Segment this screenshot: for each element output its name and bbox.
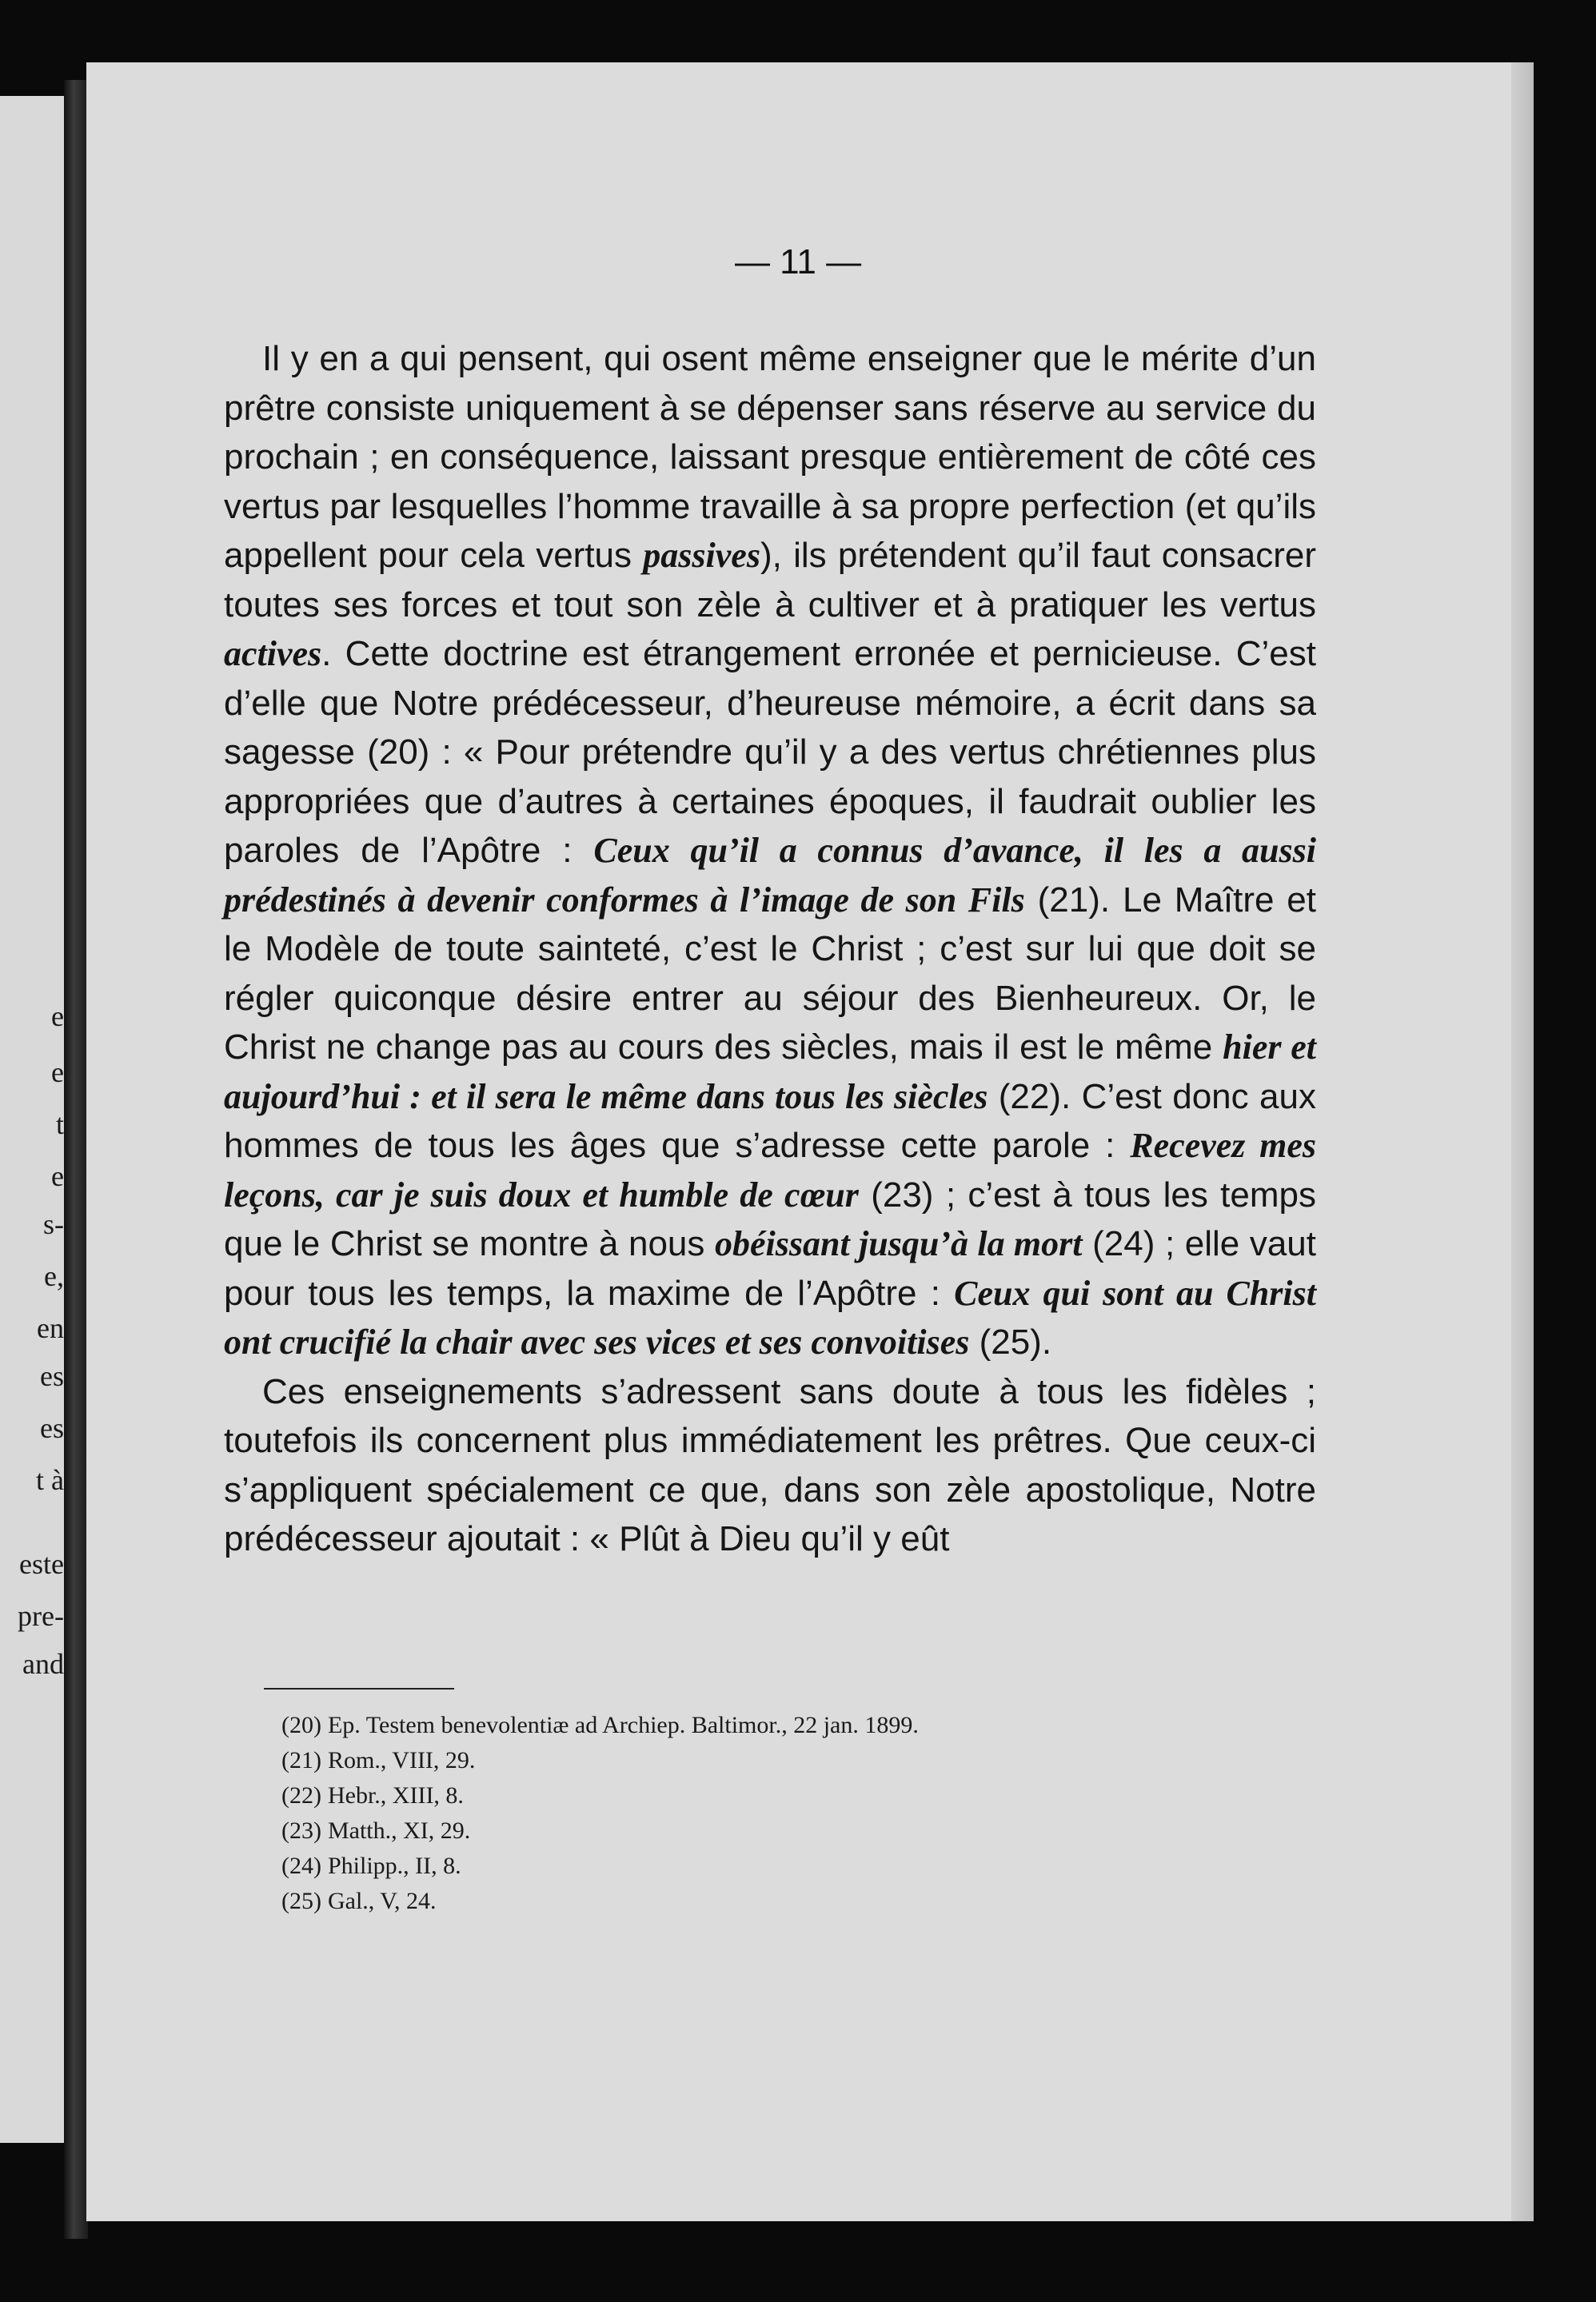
footnote: [281, 1743, 1321, 1778]
text-run: (25).: [969, 1323, 1052, 1362]
italic-quote: Recevez mes leçons, car je suis doux et humble de cœur: [224, 1126, 1316, 1215]
italic-quote: Ceux qui sont au Christ ont crucifié la chair avec ses vices et ses convoitises: [224, 1273, 1316, 1362]
facing-page-fragment: t à: [36, 1464, 64, 1496]
facing-page-fragment: en: [37, 1312, 64, 1344]
footnote: [281, 1708, 1321, 1743]
facing-page-fragment: t: [55, 1108, 64, 1140]
text-run: ), ils prétendent qu’il faut consacrer toutes ses forces et tout son zèle à cultiver et à pratiquer les vertus: [224, 536, 1316, 624]
page-number: — 11 —: [734, 242, 862, 281]
footnote-number: (21): [281, 1747, 321, 1773]
footnote-number: (20): [281, 1712, 321, 1738]
text-run: (24) ; elle vaut pour tous les temps, la maxime de l’Apôtre :: [224, 1224, 1316, 1313]
text-run: (22). C’est donc aux hommes de tous les âges que s’adresse cette parole :: [224, 1076, 1316, 1165]
text-run: (21). Le Maître et le Modèle de toute sainteté, c’est le Christ ; c’est sur lui que doit se régler quiconque désire entrer au séjour des Bienheureux. Or, le Christ ne change pas au cours des siècles, mais il est le même: [224, 880, 1316, 1067]
footnote-text: Hebr., XIII, 8.: [327, 1782, 464, 1809]
footnote-separator: [264, 1688, 454, 1690]
facing-page-fragment: e: [51, 1160, 64, 1192]
footnote-number: (25): [281, 1888, 321, 1914]
italic-quote: passives: [643, 536, 760, 575]
book-spine: [64, 80, 88, 2239]
paragraph: [224, 334, 1316, 1367]
italic-quote: obéissant jusqu’à la mort: [714, 1224, 1083, 1263]
facing-page-fragment: s-: [43, 1208, 64, 1240]
footnote-text: Philipp., II, 8.: [327, 1853, 461, 1879]
facing-page-fragment: e: [51, 1000, 64, 1032]
italic-quote: actives: [224, 634, 322, 673]
facing-page-fragment: este: [19, 1548, 64, 1580]
body-text: [224, 334, 1316, 1564]
facing-page-fragment: pre-: [18, 1600, 64, 1632]
text-run: Il y en a qui pensent, qui osent même enseigner que le mérite d’un prêtre consiste uniquement à se dépenser sans réserve au service du prochain ; en conséquence, laissant presque entièrement de côté ces vertus par lesquelles l’homme travaille à sa propre perfection (et qu’ils appellent pour cela vertus: [224, 339, 1316, 575]
text-run: (23) ; c’est à tous les temps que le Christ se montre à nous: [224, 1175, 1317, 1263]
facing-page-fragment: and: [22, 1648, 64, 1680]
italic-quote: Ceux qu’il a connus d’avance, il les a aussi prédestinés à devenir conformes à l’image de son Fils: [224, 831, 1316, 920]
text-run: . Cette doctrine est étrangement erronée et pernicieuse. C’est d’elle que Notre prédécesseur, d’heureuse mémoire, a écrit dans sa sagesse (20) : « Pour prétendre qu’il y a des vertus chrétiennes plus appropriées que d’autres à certaines époques, il faudrait oublier les paroles de l’Apôtre :: [224, 634, 1316, 870]
facing-page-fragment: e,: [44, 1260, 64, 1292]
facing-page-fragment: e: [51, 1056, 64, 1088]
facing-page-fragment: es: [40, 1360, 64, 1392]
footnote-number: (22): [281, 1782, 321, 1809]
footnote-text: Matth., XI, 29.: [327, 1817, 471, 1844]
footnote-number: (23): [281, 1817, 321, 1844]
document-page: [86, 62, 1534, 2221]
footnote-text: Gal., V, 24.: [327, 1888, 437, 1914]
footnote: [281, 1884, 1321, 1919]
footnote-number: (24): [281, 1853, 321, 1879]
italic-quote: hier et aujourd’hui : et il sera le même dans tous les siècles: [224, 1027, 1316, 1116]
facing-page-fragment: es: [40, 1412, 64, 1444]
footnote: [281, 1813, 1321, 1849]
facing-page-edge: [0, 96, 74, 2143]
footnotes: [281, 1708, 1321, 1919]
page-edge: [1511, 62, 1534, 2221]
footnote: [281, 1849, 1321, 1884]
footnote-text: Rom., VIII, 29.: [327, 1747, 476, 1773]
footnote: [281, 1778, 1321, 1813]
paragraph: [224, 1367, 1316, 1564]
text-run: Ces enseignements s’adressent sans doute à tous les fidèles ; toutefois ils concernent plus immédiatement les prêtres. Que ceux-ci s’appliquent spécialement ce que, dans son zèle apostolique, Notre prédécesseur ajoutait : « Plût à Dieu qu’il y eût: [224, 1371, 1316, 1558]
footnote-text: Ep. Testem benevolentiæ ad Archiep. Baltimor., 22 jan. 1899.: [327, 1712, 919, 1738]
